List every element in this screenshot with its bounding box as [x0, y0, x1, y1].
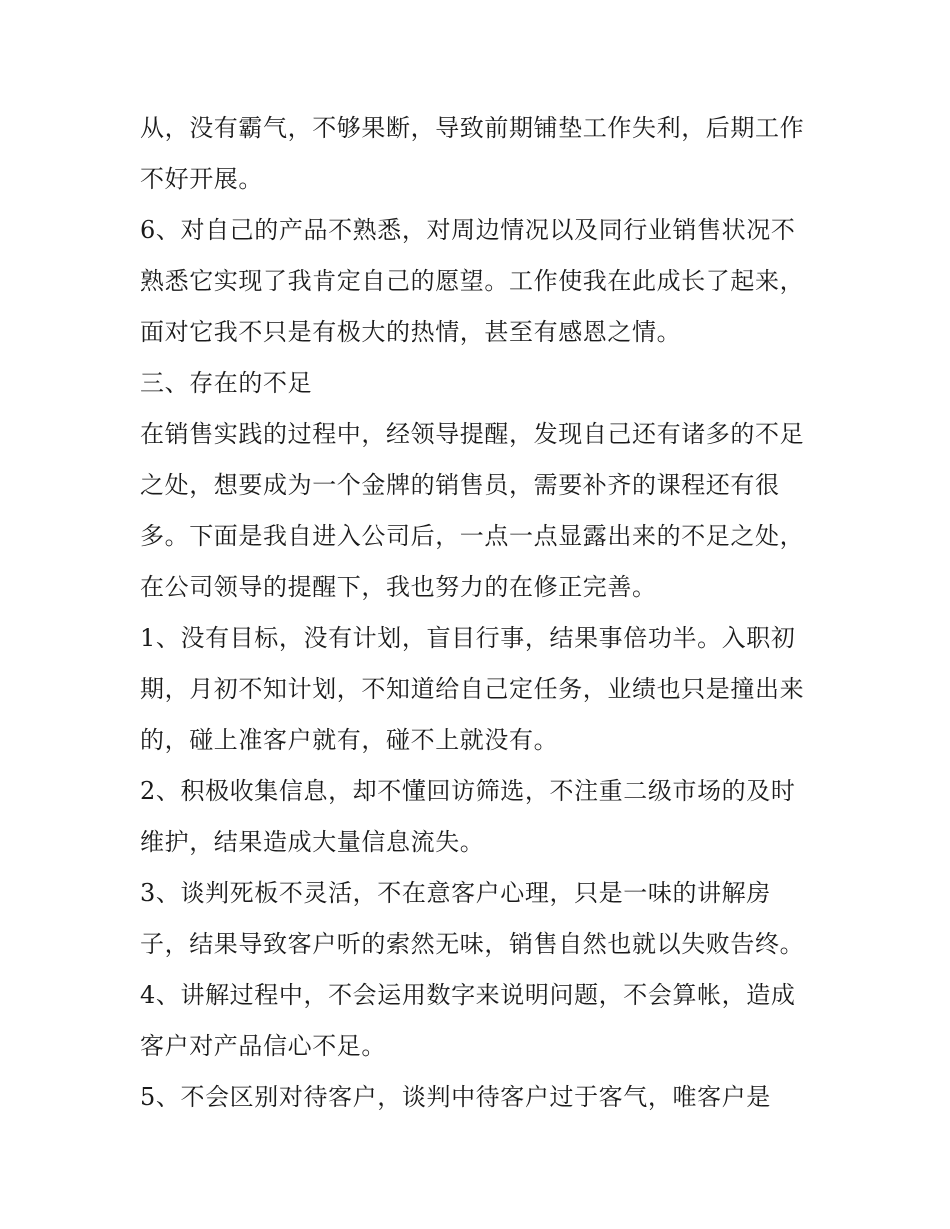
text-line: 从，没有霸气，不够果断，导致前期铺垫工作失利，后期工作 [140, 114, 805, 142]
text-line: 子，结果导致客户听的索然无味，销售自然也就以失败告终。 [140, 930, 805, 958]
text-line: 期，月初不知计划，不知道给自己定任务，业绩也只是撞出来 [140, 675, 805, 703]
text-line: 在公司领导的提醒下，我也努力的在修正完善。 [140, 573, 657, 601]
text-line: 3、谈判死板不灵活，不在意客户心理，只是一味的讲解房 [140, 879, 771, 907]
text-line: 2、积极收集信息，却不懂回访筛选，不注重二级市场的及时 [140, 777, 796, 805]
text-line: 6、对自己的产品不熟悉，对周边情况以及同行业销售状况不 [140, 216, 796, 244]
text-line: 客户对产品信心不足。 [140, 1032, 386, 1060]
text-line: 多。下面是我自进入公司后，一点一点显露出来的不足之处， [140, 522, 805, 550]
text-line: 之处，想要成为一个金牌的销售员，需要补齐的课程还有很 [140, 471, 780, 499]
section-heading: 三、存在的不足 [140, 369, 313, 397]
text-line: 熟悉它实现了我肯定自己的愿望。工作使我在此成长了起来， [140, 267, 805, 295]
text-line: 面对它我不只是有极大的热情，甚至有感恩之情。 [140, 318, 682, 346]
text-line: 在销售实践的过程中，经领导提醒，发现自己还有诸多的不足 [140, 420, 805, 448]
text-line: 维护，结果造成大量信息流失。 [140, 828, 485, 856]
text-line: 的，碰上准客户就有，碰不上就没有。 [140, 726, 559, 754]
text-line: 5、不会区别对待客户，谈判中待客户过于客气，唯客户是 [140, 1083, 771, 1111]
text-line: 4、讲解过程中，不会运用数字来说明问题，不会算帐，造成 [140, 981, 796, 1009]
text-line: 1、没有目标，没有计划，盲目行事，结果事倍功半。入职初 [140, 624, 796, 652]
text-line: 不好开展。 [140, 165, 263, 193]
